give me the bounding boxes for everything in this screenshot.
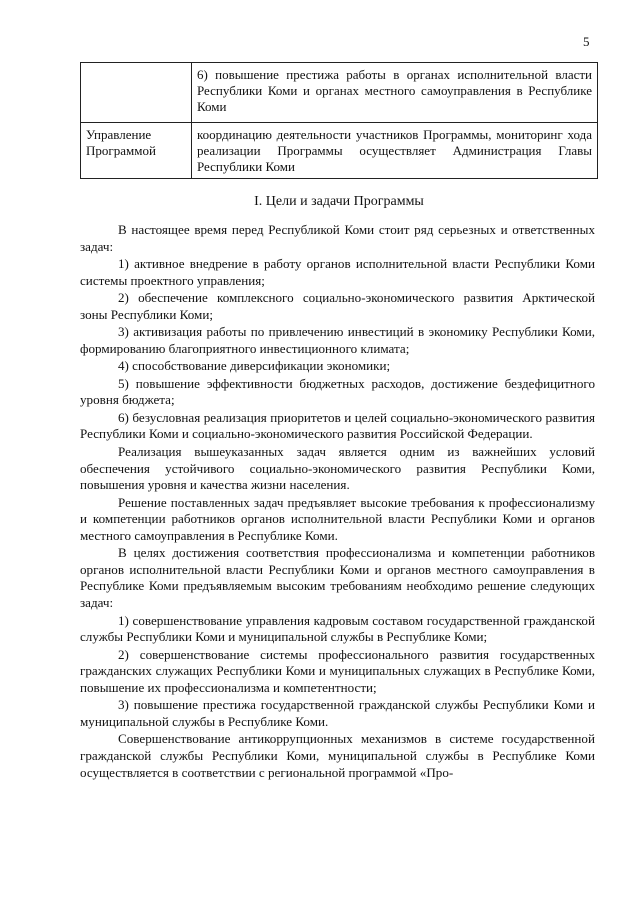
paragraph: Совершенствование антикоррупционных механизмов в системе государственной гражданской службы Республики Коми, муниципальной службы в Республике Коми осуществляется в соответствии с региональной программой «Про- (80, 731, 595, 780)
paragraph: 3) повышение престижа государственной гражданской службы Республики Коми и муниципальной службы в Республике Коми. (80, 697, 595, 729)
paragraph: 1) совершенствование управления кадровым составом государственной гражданской службы Республики Коми и муниципальной службы в Республике Коми; (80, 612, 595, 645)
table-row (81, 63, 598, 123)
paragraph: В настоящее время перед Республикой Коми стоит ряд серьезных и ответственных задач: (80, 222, 595, 254)
paragraph: 3) активизация работы по привлечению инвестиций в экономику Республики Коми, формированию благоприятного инвестиционного климата; (80, 324, 595, 356)
paragraph: 1) активное внедрение в работу органов исполнительной власти Республики Коми системы проектного управления; (80, 256, 595, 288)
table-cell-label (81, 63, 192, 123)
table-cell-value: 6) повышение престижа работы в органах исполнительной власти Республики Коми и органах местного самоуправления в Республике Коми (192, 63, 598, 123)
section-heading: I. Цели и задачи Программы (254, 194, 424, 209)
paragraph: В целях достижения соответствия профессионализма и компетенции работников органов исполнительной власти Республики Коми и органов местного самоуправления в Республике Коми предъявляемым высоким требованиям необходимо решение следующих задач: (80, 545, 595, 611)
paragraph: 4) способствование диверсификации экономики; (118, 358, 391, 374)
paragraph: 2) совершенствование системы профессионального развития государственных гражданских служащих Республики Коми и муниципальных служащих в Республике Коми, повышение их профессионализма и компетентности; (80, 646, 595, 695)
table-cell-label: Управление Программой (81, 123, 192, 179)
paragraph: Реализация вышеуказанных задач является одним из важнейших условий обеспечения устойчивого социально-экономического развития Республики Коми, повышения уровня и качества жизни населения. (80, 443, 595, 493)
paragraph: Решение поставленных задач предъявляет высокие требования к профессионализму и компетенции работников органов исполнительной власти Республики Коми и органов местного самоуправления в Республике Коми. (80, 494, 595, 543)
paragraph: 6) безусловная реализация приоритетов и целей социально-экономического развития Республики Коми и социально-экономического развития Российской Федерации. (80, 409, 595, 442)
table-row (81, 123, 598, 179)
body-text (80, 222, 595, 782)
table-cell-value: координацию деятельности участников Программы, мониторинг хода реализации Программы осуществляет Администрация Главы Республики Коми (192, 123, 598, 179)
paragraph: 2) обеспечение комплексного социально-экономического развития Арктической зоны Республики Коми; (80, 290, 595, 322)
page-number: 5 (583, 34, 590, 49)
paragraph: 5) повышение эффективности бюджетных расходов, достижение бездефицитного уровня бюджета; (80, 375, 595, 408)
program-passport-table (80, 62, 598, 179)
